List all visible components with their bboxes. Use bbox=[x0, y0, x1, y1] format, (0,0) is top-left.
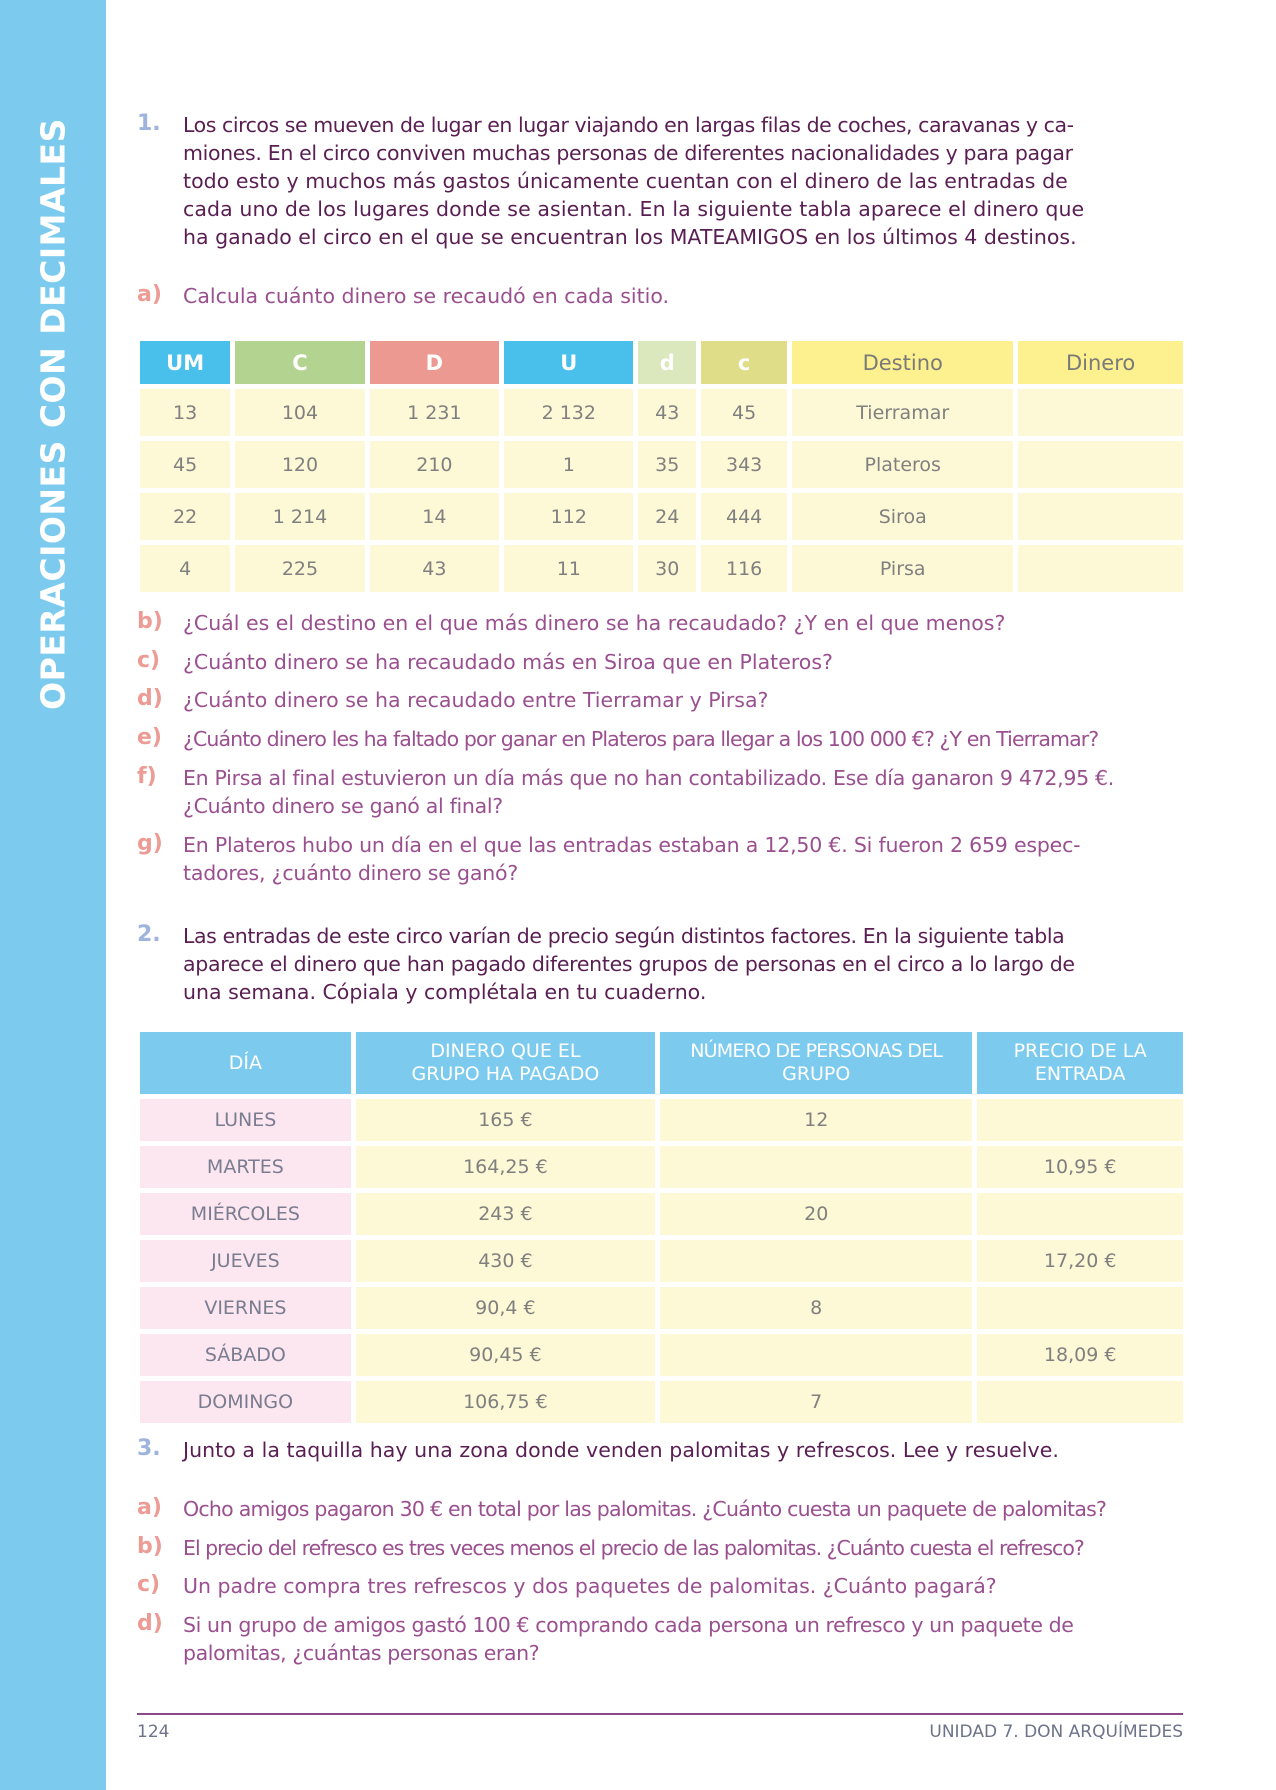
table-header-row bbox=[140, 341, 1183, 384]
table-cell: 112 bbox=[504, 493, 633, 540]
table-header-row bbox=[140, 1032, 1183, 1094]
header-text: PRECIO DE LA bbox=[1013, 1040, 1147, 1062]
question-letter: g) bbox=[137, 831, 163, 856]
exercise-3-statement bbox=[183, 1436, 1183, 1464]
question-text: palomitas, ¿cuántas personas eran? bbox=[183, 1641, 540, 1665]
table-cell: 164,25 € bbox=[356, 1146, 655, 1188]
question-3c bbox=[183, 1572, 1183, 1600]
statement-line: aparece el dinero que han pagado diferentes grupos de personas en el circo a lo largo de bbox=[183, 952, 1075, 976]
day-cell: LUNES bbox=[140, 1099, 351, 1141]
question-text: En Pirsa al final estuvieron un día más que no han contabilizado. Ese día ganaron 9 472,95 €. bbox=[183, 766, 1114, 790]
statement-line: Junto a la taquilla hay una zona donde venden palomitas y refrescos. Lee y resuelve. bbox=[183, 1438, 1059, 1462]
question-text: Ocho amigos pagaron 30 € en total por las palomitas. ¿Cuánto cuesta un paquete de palomitas? bbox=[183, 1497, 1107, 1521]
table-cell: 1 231 bbox=[370, 389, 499, 436]
exercise-3-number: 3. bbox=[137, 1436, 161, 1461]
header-text: GRUPO HA PAGADO bbox=[411, 1063, 600, 1085]
dinero-answer-cell bbox=[1018, 545, 1183, 592]
statement-line: Las entradas de este circo varían de precio según distintos factores. En la siguiente tabla bbox=[183, 924, 1065, 948]
table-row bbox=[140, 1334, 1183, 1376]
table-row bbox=[140, 1287, 1183, 1329]
question-letter: b) bbox=[137, 609, 163, 634]
table-cell bbox=[660, 1146, 972, 1188]
table-row bbox=[140, 545, 1183, 592]
table-cell: 90,4 € bbox=[356, 1287, 655, 1329]
question-3a bbox=[183, 1495, 1183, 1523]
column-header-d: D bbox=[370, 341, 499, 384]
table-cell: 18,09 € bbox=[977, 1334, 1183, 1376]
column-header-precio-entrada bbox=[977, 1032, 1183, 1094]
question-letter: c) bbox=[137, 1572, 161, 1597]
column-header-um: UM bbox=[140, 341, 230, 384]
header-text: DINERO QUE EL bbox=[430, 1040, 581, 1062]
table-cell: 7 bbox=[660, 1381, 972, 1423]
dinero-answer-cell bbox=[1018, 441, 1183, 488]
header-text: DÍA bbox=[228, 1051, 262, 1074]
question-text: El precio del refresco es tres veces menos el precio de las palomitas. ¿Cuánto cuesta el refresco? bbox=[183, 1536, 1084, 1560]
question-text: ¿Cuál es el destino en el que más dinero se ha recaudado? ¿Y en el que menos? bbox=[183, 611, 1006, 635]
table-cell: Siroa bbox=[792, 493, 1013, 540]
statement-line: todo esto y muchos más gastos únicamente cuentan con el dinero de las entradas de bbox=[183, 169, 1068, 193]
table-cell: 243 € bbox=[356, 1193, 655, 1235]
column-header-centesimas: c bbox=[701, 341, 787, 384]
table-cell: 8 bbox=[660, 1287, 972, 1329]
table-row bbox=[140, 1193, 1183, 1235]
question-letter: a) bbox=[137, 1495, 162, 1520]
table-cell: 225 bbox=[235, 545, 364, 592]
chapter-title: OPERACIONES CON DECIMALES bbox=[33, 118, 73, 710]
question-letter: e) bbox=[137, 725, 162, 750]
column-header-numero-personas bbox=[660, 1032, 972, 1094]
day-cell: DOMINGO bbox=[140, 1381, 351, 1423]
table-cell: 22 bbox=[140, 493, 230, 540]
header-text: ENTRADA bbox=[1034, 1063, 1126, 1085]
column-header-decimas: d bbox=[638, 341, 696, 384]
table-row bbox=[140, 1381, 1183, 1423]
chapter-sidebar bbox=[0, 0, 106, 1790]
day-cell: MARTES bbox=[140, 1146, 351, 1188]
table-cell: 1 bbox=[504, 441, 633, 488]
question-letter: c) bbox=[137, 648, 161, 673]
table-cell: 343 bbox=[701, 441, 787, 488]
question-text: tadores, ¿cuánto dinero se ganó? bbox=[183, 861, 519, 885]
table-cell: 116 bbox=[701, 545, 787, 592]
question-1f bbox=[183, 764, 1183, 820]
table-cell: 90,45 € bbox=[356, 1334, 655, 1376]
question-1a bbox=[183, 282, 1183, 310]
statement-line: una semana. Cópiala y complétala en tu cuaderno. bbox=[183, 980, 707, 1004]
question-text: ¿Cuánto dinero les ha faltado por ganar en Plateros para llegar a los 100 000 €? ¿Y en Tierramar? bbox=[183, 727, 1099, 751]
exercise-1-statement bbox=[183, 111, 1183, 251]
table-row bbox=[140, 389, 1183, 436]
question-1e bbox=[183, 725, 1183, 753]
question-letter: f) bbox=[137, 764, 157, 789]
question-1g bbox=[183, 831, 1183, 887]
table-money-by-destination bbox=[135, 336, 1188, 597]
column-header-c: C bbox=[235, 341, 364, 384]
question-text: En Plateros hubo un día en el que las entradas estaban a 12,50 €. Si fueron 2 659 espec- bbox=[183, 833, 1081, 857]
column-header-destino: Destino bbox=[792, 341, 1013, 384]
question-letter: a) bbox=[137, 282, 162, 307]
table-cell: 165 € bbox=[356, 1099, 655, 1141]
statement-line: miones. En el circo conviven muchas personas de diferentes nacionalidades y para pagar bbox=[183, 141, 1073, 165]
table-cell: 120 bbox=[235, 441, 364, 488]
table-cell: 13 bbox=[140, 389, 230, 436]
column-header-dinero: Dinero bbox=[1018, 341, 1183, 384]
table-cell: 4 bbox=[140, 545, 230, 592]
table-cell bbox=[977, 1099, 1183, 1141]
header-text: GRUPO bbox=[782, 1063, 851, 1085]
question-3b bbox=[183, 1534, 1183, 1562]
table-cell: 35 bbox=[638, 441, 696, 488]
table-cell: 43 bbox=[370, 545, 499, 592]
table-cell: 43 bbox=[638, 389, 696, 436]
table-cell: 2 132 bbox=[504, 389, 633, 436]
table-cell: 11 bbox=[504, 545, 633, 592]
table-ticket-prices bbox=[135, 1027, 1188, 1428]
table-cell: 14 bbox=[370, 493, 499, 540]
question-text: Un padre compra tres refrescos y dos paquetes de palomitas. ¿Cuánto pagará? bbox=[183, 1574, 997, 1598]
question-text: Calcula cuánto dinero se recaudó en cada sitio. bbox=[183, 284, 670, 308]
question-text: ¿Cuánto dinero se ganó al final? bbox=[183, 794, 503, 818]
table-cell: 12 bbox=[660, 1099, 972, 1141]
exercise-2-statement bbox=[183, 922, 1183, 1006]
question-3d bbox=[183, 1611, 1183, 1667]
table-cell: 17,20 € bbox=[977, 1240, 1183, 1282]
dinero-answer-cell bbox=[1018, 493, 1183, 540]
table-cell: 210 bbox=[370, 441, 499, 488]
question-1b bbox=[183, 609, 1183, 637]
day-cell: MIÉRCOLES bbox=[140, 1193, 351, 1235]
table-cell: 24 bbox=[638, 493, 696, 540]
table-cell: Pirsa bbox=[792, 545, 1013, 592]
table-cell: 430 € bbox=[356, 1240, 655, 1282]
table-row bbox=[140, 493, 1183, 540]
question-text: ¿Cuánto dinero se ha recaudado entre Tierramar y Pirsa? bbox=[183, 688, 769, 712]
table-cell: Tierramar bbox=[792, 389, 1013, 436]
table-cell: 45 bbox=[140, 441, 230, 488]
statement-line: cada uno de los lugares donde se asientan. En la siguiente tabla aparece el dinero que bbox=[183, 197, 1085, 221]
dinero-answer-cell bbox=[1018, 389, 1183, 436]
table-cell: 444 bbox=[701, 493, 787, 540]
question-letter: d) bbox=[137, 686, 163, 711]
table-row bbox=[140, 1146, 1183, 1188]
table-cell: Plateros bbox=[792, 441, 1013, 488]
table-cell: 45 bbox=[701, 389, 787, 436]
header-text: NÚMERO DE PERSONAS DEL bbox=[690, 1040, 943, 1062]
footer-divider bbox=[137, 1713, 1183, 1715]
statement-line: Los circos se mueven de lugar en lugar viajando en largas filas de coches, caravanas y ca- bbox=[183, 113, 1074, 137]
statement-line: ha ganado el circo en el que se encuentran los MATEAMIGOS en los últimos 4 destinos. bbox=[183, 225, 1077, 249]
column-header-u: U bbox=[504, 341, 633, 384]
table-cell bbox=[977, 1193, 1183, 1235]
day-cell: VIERNES bbox=[140, 1287, 351, 1329]
question-1d bbox=[183, 686, 1183, 714]
table-cell: 106,75 € bbox=[356, 1381, 655, 1423]
day-cell: JUEVES bbox=[140, 1240, 351, 1282]
question-letter: d) bbox=[137, 1611, 163, 1636]
table-cell: 104 bbox=[235, 389, 364, 436]
column-header-dinero-pagado bbox=[356, 1032, 655, 1094]
table-cell: 1 214 bbox=[235, 493, 364, 540]
question-1c bbox=[183, 648, 1183, 676]
table-cell: 30 bbox=[638, 545, 696, 592]
table-cell bbox=[660, 1240, 972, 1282]
question-letter: b) bbox=[137, 1534, 163, 1559]
table-cell bbox=[977, 1381, 1183, 1423]
unit-title: UNIDAD 7. DON ARQUÍMEDES bbox=[929, 1722, 1183, 1742]
exercise-2-number: 2. bbox=[137, 922, 161, 947]
page-number: 124 bbox=[137, 1722, 170, 1742]
table-cell bbox=[977, 1287, 1183, 1329]
question-text: Si un grupo de amigos gastó 100 € comprando cada persona un refresco y un paquete de bbox=[183, 1613, 1074, 1637]
table-cell bbox=[660, 1334, 972, 1376]
exercise-1-number: 1. bbox=[137, 111, 161, 136]
table-row bbox=[140, 1240, 1183, 1282]
table-row bbox=[140, 441, 1183, 488]
table-cell: 10,95 € bbox=[977, 1146, 1183, 1188]
day-cell: SÁBADO bbox=[140, 1334, 351, 1376]
table-cell: 20 bbox=[660, 1193, 972, 1235]
question-text: ¿Cuánto dinero se ha recaudado más en Siroa que en Plateros? bbox=[183, 650, 833, 674]
column-header-dia bbox=[140, 1032, 351, 1094]
table-row bbox=[140, 1099, 1183, 1141]
